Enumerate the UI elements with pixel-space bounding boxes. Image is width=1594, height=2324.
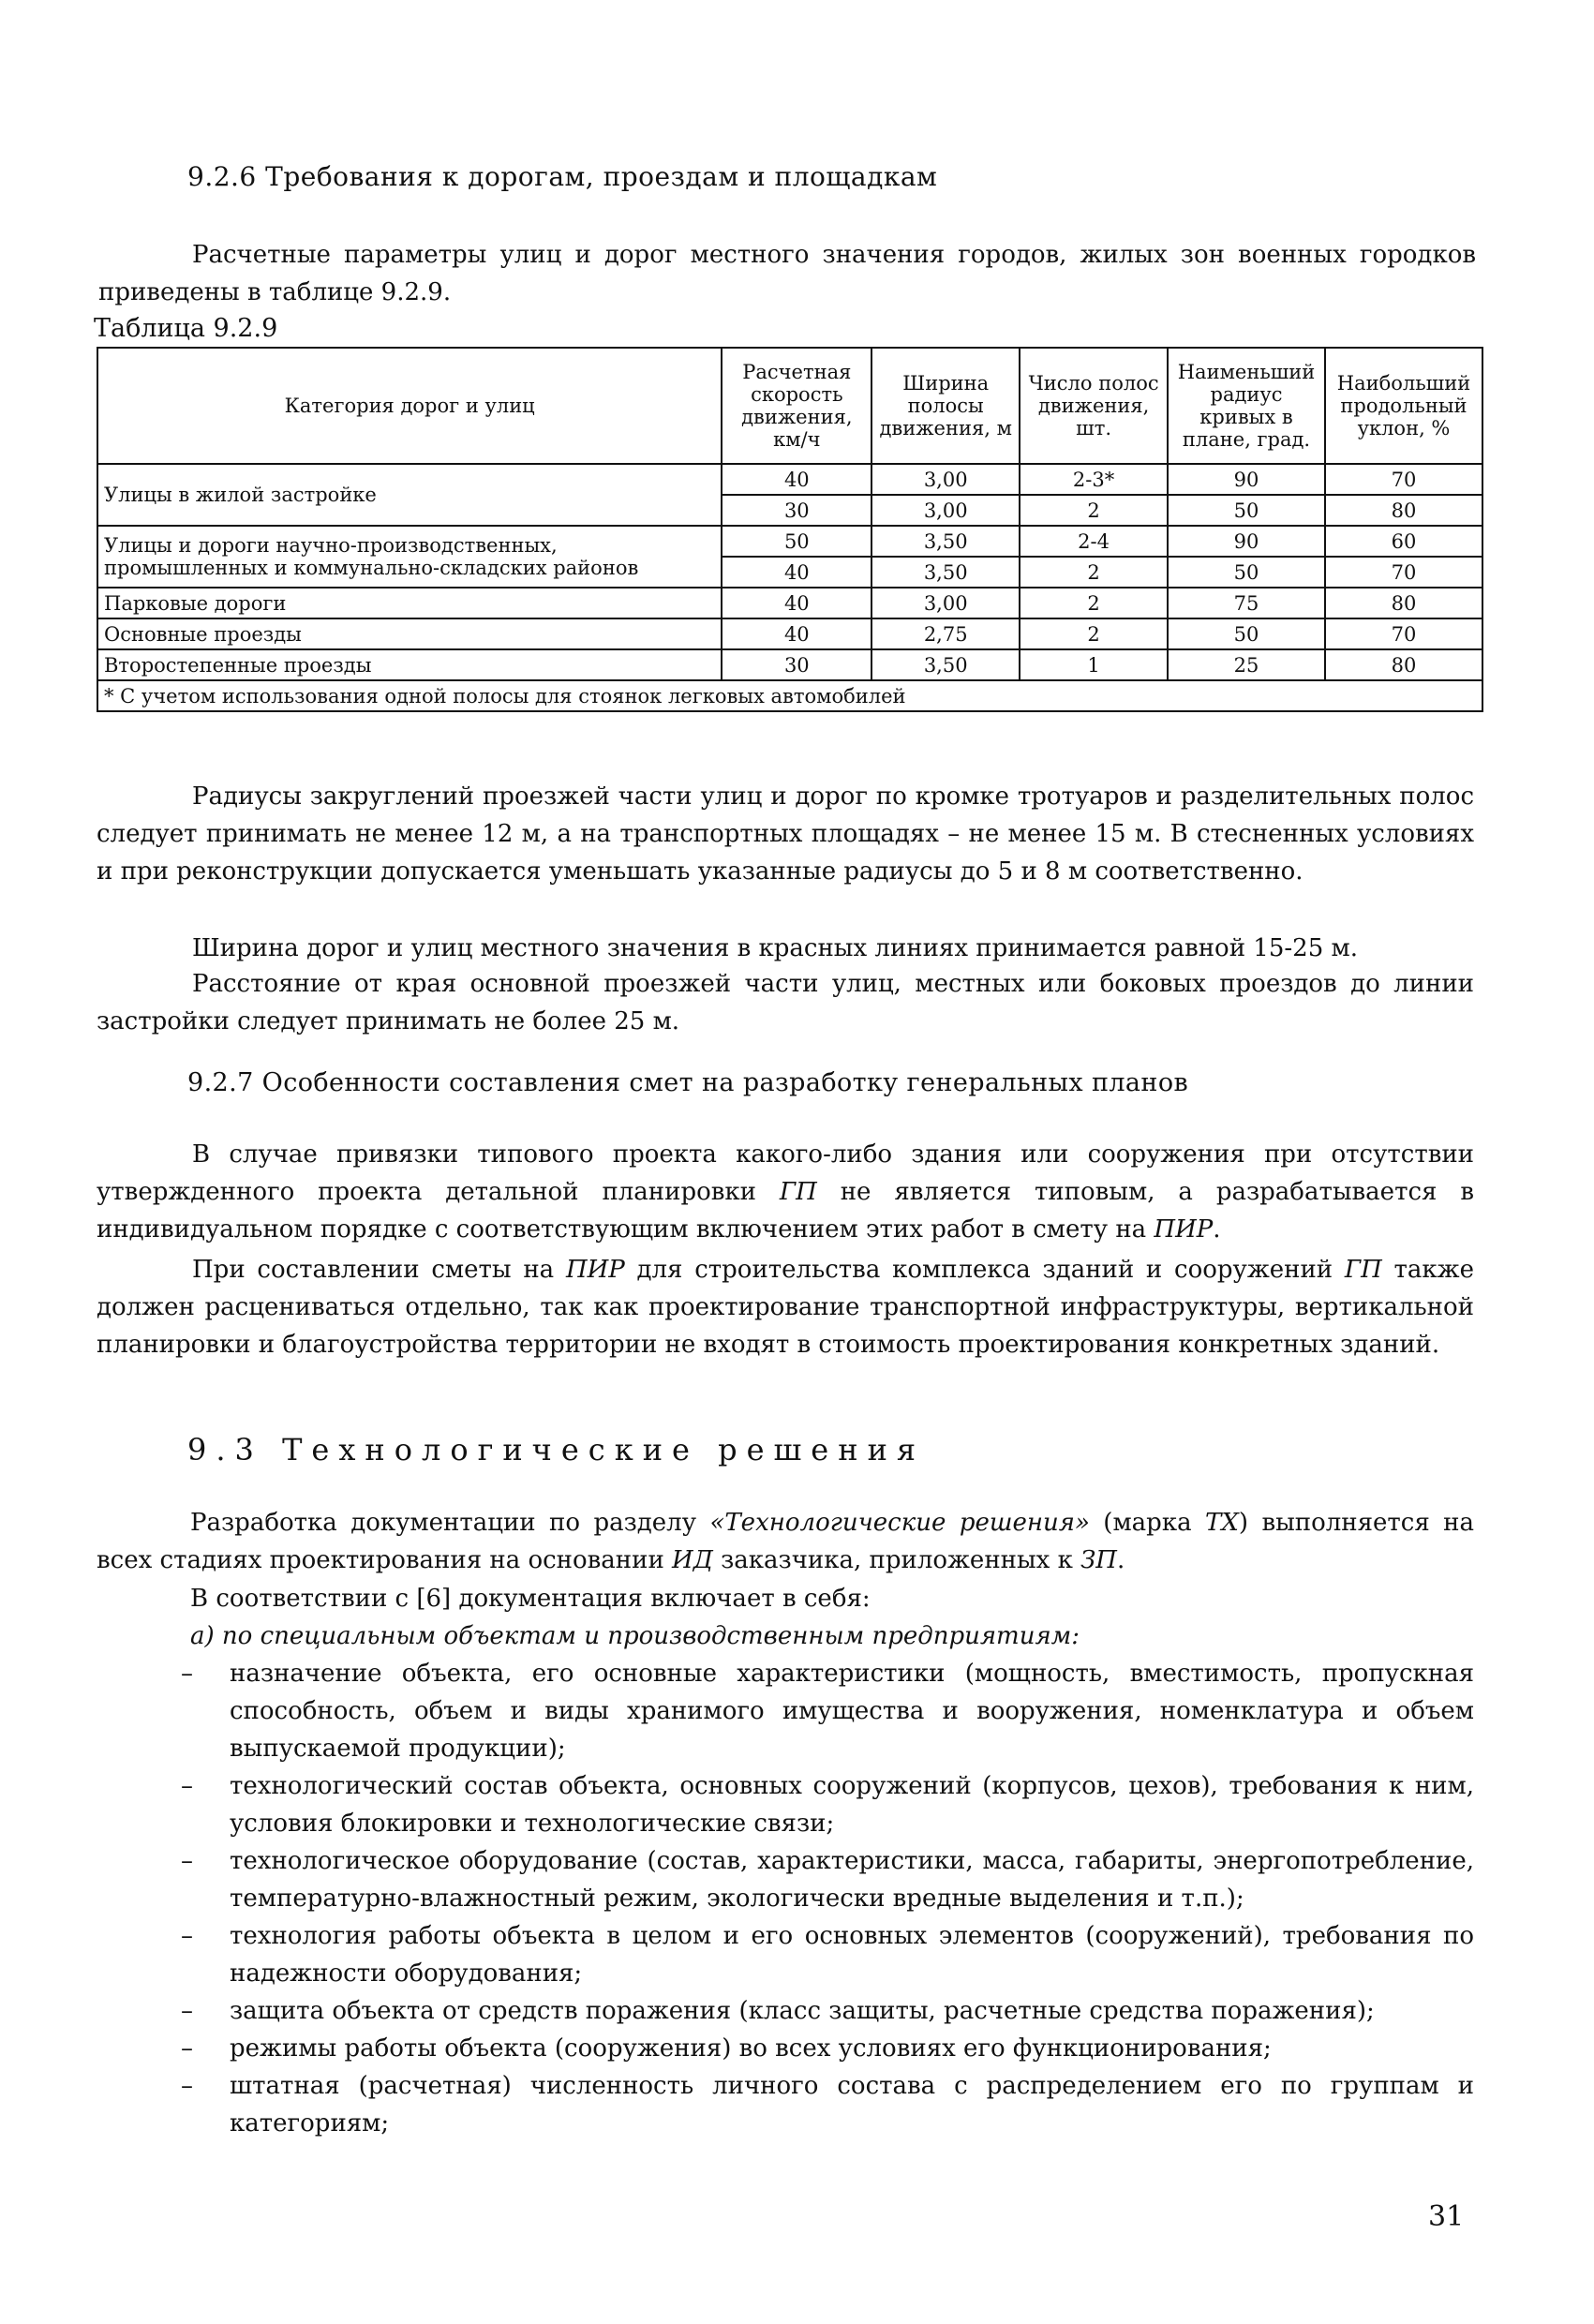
row-category: Второстепенные проезды [97,649,722,680]
header-slope: Наибольший продольный уклон, % [1325,348,1482,464]
paragraph-radii: Радиусы закруглений проезжей части улиц и дорог по кромке тротуаров и разделительных полос следует принимать не менее 12 м, а на транспортных площадях – не менее 15 м. В стесненных условиях и при реконструкции допускается уменьшать указанные радиусы до 5 и 8 м соответственно. [97,782,1474,886]
cell-slope: 60 [1325,526,1482,557]
list-item-text: режимы работы объекта (сооружения) во всех условиях его функционирования; [230,2034,1272,2063]
list-item [97,1917,1474,1992]
table-row [97,588,1482,618]
row-category: Улицы в жилой застройке [97,464,722,526]
cell-lanes: 2 [1020,618,1168,649]
list-item-text: технологическое оборудование (состав, характеристики, масса, габариты, энергопотребление, температурно-влажностный режим, экологически вредные выделения и т.п.); [230,1847,1474,1913]
cell-width: 3,50 [871,526,1020,557]
cell-lanes: 2 [1020,495,1168,526]
paragraph-estimate [97,1251,1474,1363]
list-item-text: штатная (расчетная) численность личного состава с распределением его по группам и категориям; [230,2072,1474,2138]
list-item-text: защита объекта от средств поражения (класс защиты, расчетные средства поражения); [230,1997,1375,2025]
cell-width: 2,75 [871,618,1020,649]
cell-lanes: 2-3* [1020,464,1168,495]
subsection-heading: 9.2.7 Особенности составления смет на разработку генеральных планов [187,1068,1189,1097]
text-run: При составлении сметы на [192,1256,566,1284]
list-item-text: технологический состав объекта, основных сооружений (корпусов, цехов), требования к ним, условия блокировки и технологические связи; [230,1772,1474,1838]
abbr-pir: ПИР [565,1256,625,1284]
cell-slope: 80 [1325,588,1482,618]
abbr-id: ИД [672,1546,713,1574]
text-run: заказчика, приложенных к [712,1546,1081,1574]
cell-slope: 70 [1325,464,1482,495]
cell-speed: 40 [722,557,871,588]
paragraph-width: Ширина дорог и улиц местного значения в красных линиях принимается равной 15-25 м. [192,934,1359,962]
abbr-pir: ПИР [1154,1215,1214,1244]
row-category: Улицы и дороги научно-производственных, промышленных и коммунально-складских районов [97,526,722,588]
cell-lanes: 2-4 [1020,526,1168,557]
header-speed: Расчетная скорость движения, км/ч [722,348,871,464]
text-run: . [1116,1546,1125,1574]
header-lane-width: Ширина полосы движения, м [871,348,1020,464]
cell-speed: 40 [722,618,871,649]
table-row [97,618,1482,649]
text-run: не является типовым, а разрабатывается в индивидуальном порядке с соответствующим включением этих работ в смету на [97,1178,1474,1244]
cell-radius: 50 [1168,495,1325,526]
table-footnote-row [97,680,1482,711]
abbr-tx: ТХ [1205,1509,1239,1537]
table-row [97,464,1482,495]
cell-width: 3,00 [871,588,1020,618]
list-item-text: назначение объекта, его основные характеристики (мощность, вместимость, пропускная способность, объем и виды хранимого имущества и вооружения, номенклатура и объем выпускаемой продукции); [230,1660,1474,1763]
dash-marker: – [181,1660,193,1688]
cell-radius: 90 [1168,464,1325,495]
list-item [97,1767,1474,1842]
cell-radius: 50 [1168,618,1325,649]
cell-lanes: 1 [1020,649,1168,680]
list-item-text: технология работы объекта в целом и его основных элементов (сооружений), требования по надежности оборудования; [230,1922,1474,1988]
abbr-gp: ГП [779,1178,817,1206]
text-run: . [1213,1215,1221,1244]
section-name: «Технологические решения» [709,1509,1090,1537]
abbr-zp: ЗП [1080,1546,1117,1574]
roads-table [97,347,1483,712]
cell-slope: 80 [1325,649,1482,680]
text-run: Разработка документации по разделу [190,1509,710,1537]
cell-speed: 30 [722,649,871,680]
cell-speed: 40 [722,464,871,495]
cell-width: 3,00 [871,495,1020,526]
list-item [97,2067,1474,2142]
dash-marker: – [181,1997,193,2025]
list-item [97,1992,1474,2030]
dash-marker: – [181,1772,193,1800]
cell-lanes: 2 [1020,588,1168,618]
cell-slope: 80 [1325,495,1482,526]
paragraph-binding [97,1136,1474,1248]
cell-slope: 70 [1325,618,1482,649]
table-caption: Таблица 9.2.9 [94,314,278,343]
paragraph-includes: В соответствии с [6] документация включает в себя: [190,1585,871,1613]
text-run: для строительства комплекса зданий и сооружений [624,1256,1345,1284]
section-intro: Расчетные параметры улиц и дорог местного значения городов, жилых зон военных городков приведены в таблице 9.2.9. [98,241,1476,306]
list-item [97,2030,1474,2067]
row-category: Основные проезды [97,618,722,649]
cell-speed: 40 [722,588,871,618]
cell-speed: 30 [722,495,871,526]
abbr-gp: ГП [1344,1256,1382,1284]
list-item [97,1842,1474,1917]
tech-heading: 9.3 Технологические решения [187,1432,926,1467]
header-category: Категория дорог и улиц [97,348,722,464]
requirements-list [97,1655,1474,2142]
cell-lanes: 2 [1020,557,1168,588]
paragraph-tech-docs [97,1504,1474,1579]
cell-width: 3,50 [871,557,1020,588]
text-run: В случае привязки типового проекта какого-либо здания или сооружения при отсутствии утвержденного проекта детальной планировки [97,1140,1474,1206]
page-number: 31 [1428,2200,1465,2233]
table-footnote: * С учетом использования одной полосы для стоянок легковых автомобилей [97,680,1482,711]
text-run: ) выполняется на всех стадиях проектирования на основании [97,1509,1475,1574]
cell-speed: 50 [722,526,871,557]
dash-marker: – [181,1922,193,1950]
cell-radius: 50 [1168,557,1325,588]
dash-marker: – [181,2034,193,2063]
cell-radius: 75 [1168,588,1325,618]
cell-radius: 25 [1168,649,1325,680]
header-lanes: Число полос движения, шт. [1020,348,1168,464]
list-item [97,1655,1474,1767]
header-radius: Наименьший радиус кривых в плане, град. [1168,348,1325,464]
row-category: Парковые дороги [97,588,722,618]
text-run: (марка [1089,1509,1206,1537]
paragraph-distance: Расстояние от края основной проезжей части улиц, местных или боковых проездов до линии застройки следует принимать не более 25 м. [97,970,1474,1035]
cell-slope: 70 [1325,557,1482,588]
dash-marker: – [181,2072,193,2100]
cell-radius: 90 [1168,526,1325,557]
text-run: также должен расцениваться отдельно, так как проектирование транспортной инфраструктуры, вертикальной планировки и благоустройства территории не входят в стоимость проектирования конкретных зданий. [97,1256,1474,1359]
cell-width: 3,50 [871,649,1020,680]
cell-width: 3,00 [871,464,1020,495]
table-row [97,649,1482,680]
section-heading: 9.2.6 Требования к дорогам, проездам и площадкам [187,161,938,192]
dash-marker: – [181,1847,193,1875]
table-row [97,526,1482,557]
table-header-row [97,348,1482,464]
paragraph-special-objects: а) по специальным объектам и производственным предприятиям: [190,1622,1080,1650]
